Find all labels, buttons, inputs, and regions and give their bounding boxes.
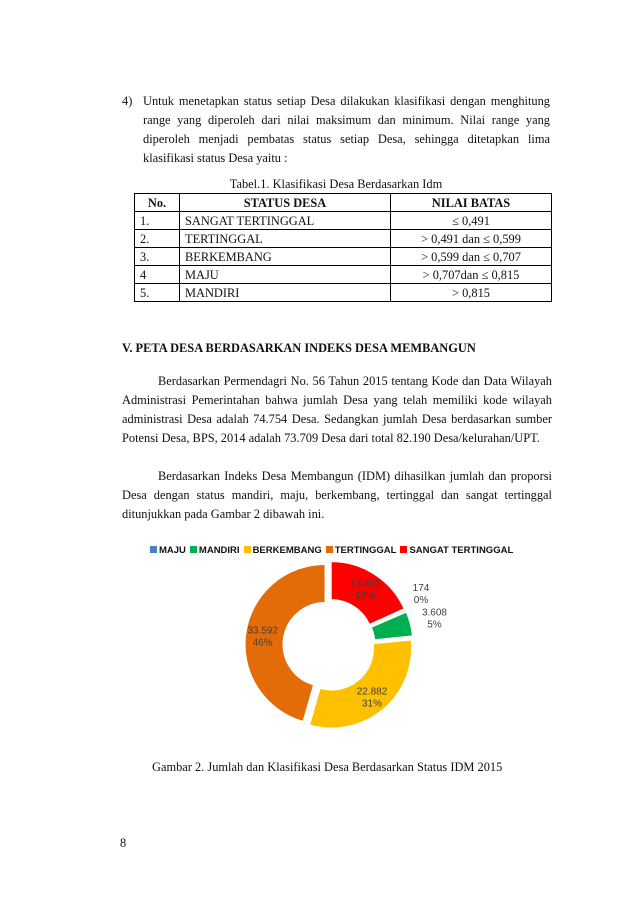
legend-swatch [326, 546, 333, 553]
list-text: Untuk menetapkan status setiap Desa dilakukan klasifikasi dengan menghitung range yang diperoleh dari nilai maksimum dan minimum. Nilai range yang diperoleh menjadi pembatas status setiap Desa, sehingga ditetapkan lima klasifikasi status Desa yaitu : [143, 94, 550, 165]
cell-no: 3. [135, 248, 180, 266]
data-label-value: 13.453 [350, 578, 381, 590]
data-label-percent: 46% [252, 637, 273, 649]
cell-no: 4 [135, 266, 180, 284]
table-row [135, 248, 552, 266]
cell-status: MAJU [180, 266, 391, 284]
chart-legend [150, 545, 520, 559]
table-row [135, 266, 552, 284]
cell-no: 2. [135, 230, 180, 248]
paragraph-1: Berdasarkan Permendagri No. 56 Tahun 2015 tentang Kode dan Data Wilayah Administrasi Pemerintahan bahwa jumlah Desa yang telah memiliki kode wilayah administrasi Desa adalah 74.754 Desa. Sedangkan jumlah Desa berdasarkan sumber Potensi Desa, BPS, 2014 adalah 73.709 Desa dari total 82.190 Desa/kelurahan/UPT. [122, 374, 552, 445]
data-label-value: 3.608 [421, 607, 447, 619]
page-number: 8 [120, 836, 127, 850]
table-caption: Tabel.1. Klasifikasi Desa Berdasarkan Idm [229, 177, 443, 191]
legend-label: SANGAT TERTINGGAL [409, 545, 514, 556]
legend-swatch [190, 546, 197, 553]
legend-item-maju [150, 545, 186, 556]
data-label-percent: 0% [413, 595, 429, 606]
section-title: V. PETA DESA BERDASARKAN INDEKS DESA MEMBANGUN [122, 341, 476, 355]
list-item-4 [122, 92, 550, 168]
cell-status: BERKEMBANG [180, 248, 391, 266]
cell-limit: > 0,815 [391, 284, 552, 302]
cell-limit: > 0,491 dan ≤ 0,599 [391, 230, 552, 248]
legend-swatch [244, 546, 251, 553]
legend-label: TERTINGGAL [334, 545, 397, 556]
cell-no: 5. [135, 284, 180, 302]
paragraph-2: Berdasarkan Indeks Desa Membangun (IDM) dihasilkan jumlah dan proporsi Desa dengan status mandiri, maju, berkembang, tertinggal dan sangat tertinggal ditunjukkan pada Gambar 2 dibawah ini. [122, 469, 552, 521]
cell-no: 1. [135, 212, 180, 230]
slice-berkembang [310, 640, 412, 728]
data-label-value: 174 [412, 583, 430, 594]
classification-table [134, 193, 552, 302]
header-nilai-batas: NILAI BATAS [391, 194, 552, 212]
table-row [135, 284, 552, 302]
list-number: 4) [122, 94, 133, 108]
donut-chart [236, 560, 447, 730]
cell-status: MANDIRI [180, 284, 391, 302]
cell-limit: > 0,707dan ≤ 0,815 [391, 266, 552, 284]
legend-swatch [400, 546, 407, 553]
header-status: STATUS DESA [180, 194, 391, 212]
data-label-value: 33.592 [247, 625, 278, 637]
legend-label: MAJU [159, 545, 186, 556]
legend-item-tertinggal [326, 545, 397, 556]
legend-item-sangat-tertinggal [400, 545, 513, 556]
data-label-percent: 18% [355, 590, 376, 602]
legend-label: BERKEMBANG [252, 545, 322, 556]
cell-limit: > 0,599 dan ≤ 0,707 [391, 248, 552, 266]
legend-item-mandiri [190, 545, 240, 556]
legend-item-berkembang [244, 545, 322, 556]
data-label-percent: 31% [362, 698, 383, 710]
legend-label: MANDIRI [198, 545, 240, 556]
cell-limit: ≤ 0,491 [391, 212, 552, 230]
table-row [135, 212, 552, 230]
figure-caption: Gambar 2. Jumlah dan Klasifikasi Desa Berdasarkan Status IDM 2015 [152, 760, 503, 774]
table-row [135, 230, 552, 248]
header-no: No. [135, 194, 180, 212]
table-header-row [135, 194, 552, 212]
cell-status: TERTINGGAL [180, 230, 391, 248]
data-label-value: 22.882 [356, 686, 388, 698]
legend-swatch [150, 546, 157, 553]
cell-status: SANGAT TERTINGGAL [180, 212, 391, 230]
data-label-percent: 5% [427, 619, 442, 631]
